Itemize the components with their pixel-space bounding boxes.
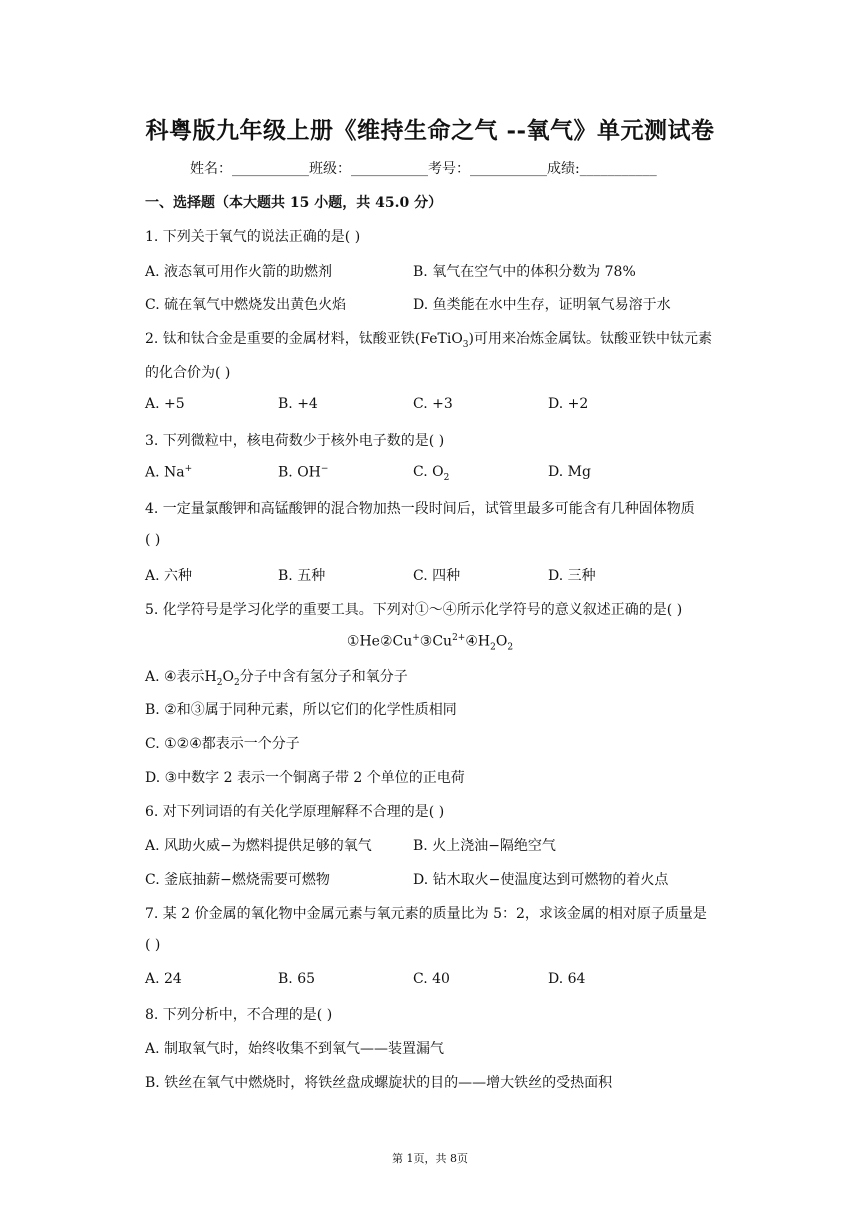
- question-5-formula: $①He②Cu^+③Cu^{2+}④H_2O_2$: [346, 633, 514, 653]
- q1-option-a: A. 液态氧可用作火箭的助燃剂: [145, 264, 333, 280]
- question-5-stem: 5. 化学符号是学习化学的重要工具。下列对①～④所示化学符号的意义叙述正确的是( ): [145, 602, 683, 618]
- q7-option-d: D. 64: [548, 971, 586, 987]
- q6-option-c: C. 釜底抽薪−燃烧需要可燃物: [145, 872, 330, 888]
- q6-option-b: B. 火上浇油−隔绝空气: [413, 838, 556, 854]
- q5-option-c: C. ①②④都表示一个分子: [145, 736, 300, 752]
- q2-option-d: D. +2: [548, 396, 589, 412]
- question-6-stem: 6. 对下列词语的有关化学原理解释不合理的是( ): [145, 804, 445, 820]
- section-heading: 一、选择题（本大题共 15 小题，共 45.0 分）: [145, 195, 443, 211]
- q4-option-a: A. 六种: [145, 568, 193, 584]
- q5-option-a: A. ④表示$H_2O_2$分子中含有氢分子和氧分子: [145, 669, 408, 688]
- q3-option-b: B. OH−: [278, 464, 329, 481]
- question-1-stem: 1. 下列关于氧气的说法正确的是( ): [145, 229, 361, 245]
- question-4-stem: 4. 一定量氯酸钾和高锰酸钾的混合物加热一段时间后，试管里最多可能含有几种固体物质: [145, 501, 695, 517]
- q7-option-b: B. 65: [278, 971, 316, 987]
- q8-option-a: A. 制取氧气时，始终收集不到氧气——装置漏气: [145, 1041, 445, 1057]
- q2-option-b: B. +4: [278, 396, 318, 412]
- q7-option-c: C. 40: [413, 971, 450, 987]
- q2-option-a: A. +5: [145, 396, 185, 412]
- q8-option-b: B. 铁丝在氧气中燃烧时，将铁丝盘成螺旋状的目的——增大铁丝的受热面积: [145, 1075, 613, 1091]
- question-2-stem-cont: 的化合价为( ): [145, 365, 231, 381]
- question-7-stem-cont: ( ): [145, 937, 161, 953]
- q1-option-d: D. 鱼类能在水中生存，证明氧气易溶于水: [413, 297, 671, 313]
- question-3-stem: 3. 下列微粒中，核电荷数少于核外电子数的是( ): [145, 433, 445, 449]
- q3-option-d: D. Mg: [548, 464, 591, 480]
- q3-option-c: C. $O_2$: [413, 464, 450, 483]
- q7-option-a: A. 24: [145, 971, 182, 987]
- question-2-stem: 2. 钛和钛合金是重要的金属材料，钛酸亚铁(FeTiO$_3$)可用来冶炼金属钛。钛酸亚铁中钛元素: [145, 331, 712, 350]
- question-7-stem: 7. 某 2 价金属的氧化物中金属元素与氧元素的质量比为 5：2，求该金属的相对原子质量是: [145, 906, 707, 922]
- q4-option-d: D. 三种: [548, 568, 596, 584]
- q4-option-b: B. 五种: [278, 568, 326, 584]
- q3-option-a: A. Na+: [145, 464, 193, 481]
- question-4-stem-cont: ( ): [145, 532, 161, 548]
- page-footer: 第 1页，共 8页: [392, 1152, 468, 1165]
- student-info-line: 姓名：___________班级：___________考号：___________成绩:___________: [190, 161, 657, 177]
- question-8-stem: 8. 下列分析中，不合理的是( ): [145, 1007, 333, 1023]
- q6-option-d: D. 钻木取火−使温度达到可燃物的着火点: [413, 872, 669, 888]
- q5-option-d: D. ③中数字 2 表示一个铜离子带 2 个单位的正电荷: [145, 770, 465, 786]
- q2-option-c: C. +3: [413, 396, 453, 412]
- q1-option-b: B. 氧气在空气中的体积分数为 78%: [413, 264, 636, 280]
- page-title: 科粤版九年级上册《维持生命之气 --氧气》单元测试卷: [145, 117, 715, 144]
- q6-option-a: A. 风助火威−为燃料提供足够的氧气: [145, 838, 372, 854]
- q5-option-b: B. ②和③属于同种元素，所以它们的化学性质相同: [145, 702, 457, 718]
- q4-option-c: C. 四种: [413, 568, 461, 584]
- q1-option-c: C. 硫在氧气中燃烧发出黄色火焰: [145, 297, 347, 313]
